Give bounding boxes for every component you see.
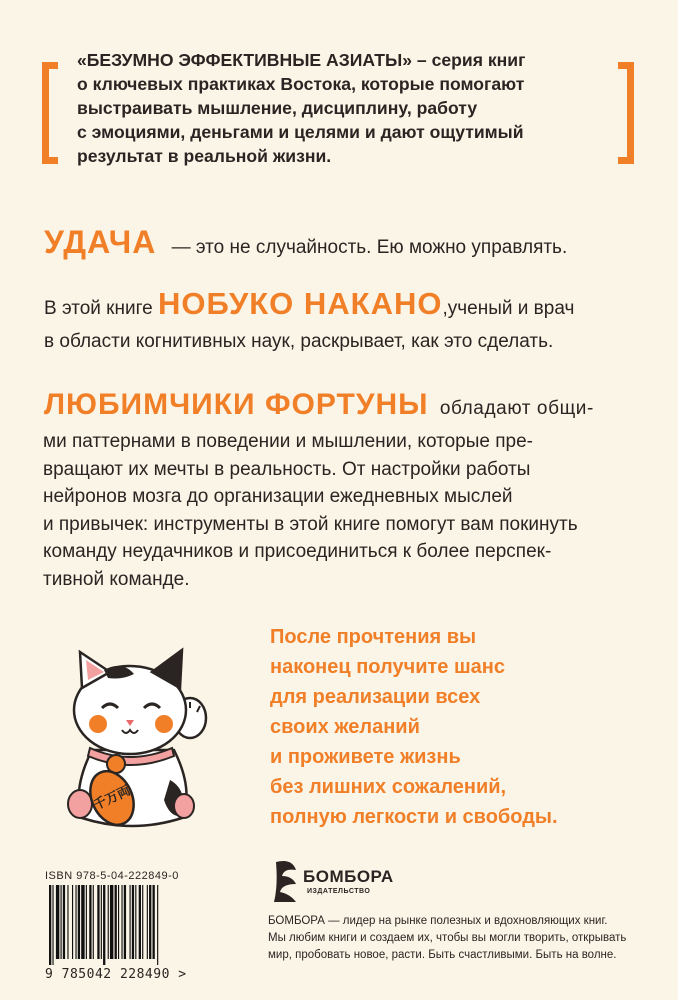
series-blurb-line: о ключевых практиках Востока, которые помогают xyxy=(77,74,525,94)
favorites-body xyxy=(43,428,643,593)
barcode-bar xyxy=(56,885,59,959)
maneki-neko-cat-illustration xyxy=(52,640,212,830)
author-prefix: В этой книге xyxy=(44,298,153,319)
favorites-body-line: тивной команде. xyxy=(43,568,190,590)
publisher-subtitle: ИЗДАТЕЛЬСТВО xyxy=(307,888,371,895)
left-bracket xyxy=(42,62,58,164)
isbn-label: ISBN 978-5-04-222849-0 xyxy=(45,870,179,882)
barcode-bar xyxy=(97,885,99,959)
barcode-bar xyxy=(103,885,105,965)
barcode-bar xyxy=(101,885,102,959)
barcode-bar xyxy=(147,885,148,959)
publisher-description xyxy=(268,913,626,964)
series-blurb-line: результат в реальной жизни. xyxy=(77,146,332,166)
barcode-bar xyxy=(93,885,94,959)
barcode-bar xyxy=(121,885,122,959)
barcode-bar xyxy=(153,885,155,959)
series-blurb xyxy=(77,48,597,168)
barcode-bar xyxy=(132,885,134,959)
barcode-bar xyxy=(52,885,53,965)
luck-rest: — это не случайность. Ею можно управлять. xyxy=(171,237,568,258)
barcode-bar xyxy=(67,885,68,959)
series-blurb-line: с эмоциями, деньгами и целями и дают ощутимый xyxy=(77,122,524,142)
promise-line: и проживете жизнь xyxy=(270,746,461,768)
author-line xyxy=(44,286,575,323)
promise-line: для реализации всех xyxy=(270,686,481,708)
barcode-bar xyxy=(86,885,87,959)
favorites-head-line xyxy=(44,388,594,423)
author-suffix: ,ученый и врач xyxy=(442,298,575,319)
svg-text:千万両: 千万両 xyxy=(91,783,134,814)
favorites-body-line: и привычек: инструменты в этой книге помогут вам покинуть xyxy=(43,513,578,535)
series-blurb-line: «БЕЗУМНО ЭФФЕКТИВНЫЕ АЗИАТЫ» – серия книг xyxy=(77,50,526,70)
barcode-bar xyxy=(81,885,84,959)
barcode-bar xyxy=(149,885,151,959)
barcode-bar xyxy=(89,885,91,959)
right-bracket xyxy=(618,62,634,164)
barcode-bar xyxy=(75,885,76,959)
promise-line: После прочтения вы xyxy=(270,626,477,648)
barcode-bar xyxy=(63,885,65,959)
barcode-bar xyxy=(78,885,80,959)
promise-line: наконец получите шанс xyxy=(270,656,505,678)
publisher-desc-line: Мы любим книги и создаем их, чтобы вы могли творить, открывать xyxy=(268,932,627,944)
barcode-bar xyxy=(157,885,158,965)
barcode xyxy=(45,885,207,965)
favorites-body-line: команду неудачников и присоединиться к более перспек- xyxy=(43,541,552,562)
promise-line: полную легкости и свободы. xyxy=(270,806,558,828)
barcode-bar xyxy=(108,885,109,959)
barcode-bar xyxy=(124,885,126,959)
favorites-head-rest: обладают общи- xyxy=(439,398,594,419)
barcode-digits: 9 785042 228490 > xyxy=(45,967,187,982)
barcode-bar xyxy=(130,885,131,959)
barcode-bar xyxy=(72,885,73,959)
luck-word: УДАЧА xyxy=(44,224,157,260)
favorites-body-line: нейронов мозга до организации ежедневных мыслей xyxy=(43,486,513,507)
barcode-bar xyxy=(118,885,119,959)
author-name: НОБУКО НАКАНО xyxy=(157,286,443,321)
barcode-bar xyxy=(139,885,141,959)
barcode-bar xyxy=(142,885,143,959)
author-line-2: в области когнитивных наук, раскрывает, как это сделать. xyxy=(44,331,554,352)
publisher-desc-line: мир, пробовать новое, расти. Быть счастливыми. Быть на волне. xyxy=(268,949,617,961)
series-blurb-line: выстраивать мышление, дисциплину, работу xyxy=(77,98,478,118)
barcode-bar xyxy=(115,885,117,959)
favorites-heading: ЛЮБИМЧИКИ ФОРТУНЫ xyxy=(44,388,429,421)
luck-line xyxy=(44,224,568,262)
barcode-bar xyxy=(49,885,51,965)
isbn-block xyxy=(45,870,213,982)
barcode-bar xyxy=(110,885,113,959)
publisher-desc-line: БОМБОРА — лидер на рынке полезных и вдохновляющих книг. xyxy=(268,915,608,927)
promise-line: своих желаний xyxy=(270,716,420,738)
promise-block xyxy=(270,622,558,832)
barcode-bar xyxy=(135,885,136,959)
publisher-name: БОМБОРА xyxy=(303,867,394,886)
favorites-body-line: вращают их мечты в реальность. От настройки работы xyxy=(43,458,531,480)
barcode-bar xyxy=(61,885,62,959)
promise-line: без лишних сожалений, xyxy=(270,776,507,798)
favorites-body-line: ми паттернами в поведении и мышлении, которые пре- xyxy=(43,431,533,452)
